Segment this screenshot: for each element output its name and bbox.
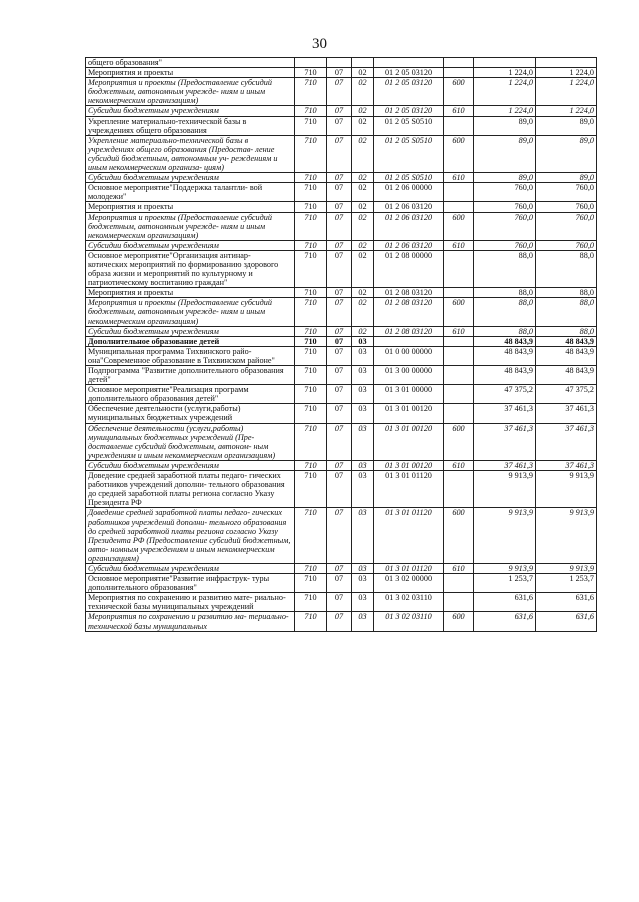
ved-code-cell: 710 xyxy=(295,240,327,250)
expense-type-cell xyxy=(444,116,474,135)
subsection-code-cell: 02 xyxy=(352,288,374,298)
target-article-cell: 01 3 00 00000 xyxy=(374,366,444,385)
section-code-cell: 07 xyxy=(327,404,352,423)
target-article-cell: 01 3 01 00120 xyxy=(374,423,444,460)
table-row xyxy=(86,250,597,287)
section-code-cell: 07 xyxy=(327,116,352,135)
amount-cell: 760,0 xyxy=(536,183,597,202)
target-article-cell: 01 2 06 03120 xyxy=(374,202,444,212)
amount-cell: 89,0 xyxy=(536,173,597,183)
expense-type-cell: 610 xyxy=(444,106,474,116)
table-row xyxy=(86,471,597,508)
amount-cell: 1 253,7 xyxy=(536,574,597,593)
amount-cell: 88,0 xyxy=(474,288,536,298)
amount-cell: 1 253,7 xyxy=(474,574,536,593)
table-row xyxy=(86,508,597,564)
ved-code-cell: 710 xyxy=(295,135,327,172)
amount-cell: 88,0 xyxy=(536,326,597,336)
subsection-code-cell: 03 xyxy=(352,336,374,346)
section-code-cell: 07 xyxy=(327,471,352,508)
amount-cell: 48 843,9 xyxy=(474,346,536,365)
expense-type-cell xyxy=(444,346,474,365)
subsection-code-cell: 03 xyxy=(352,612,374,631)
target-article-cell: 01 3 01 01120 xyxy=(374,508,444,564)
amount-cell: 9 913,9 xyxy=(536,471,597,508)
subsection-code-cell: 03 xyxy=(352,563,374,573)
subsection-code-cell: 02 xyxy=(352,68,374,78)
amount-cell: 48 843,9 xyxy=(536,346,597,365)
row-name-cell: Субсидии бюджетным учреждениям xyxy=(86,326,295,336)
target-article-cell xyxy=(374,58,444,68)
subsection-code-cell: 02 xyxy=(352,298,374,326)
table-row xyxy=(86,336,597,346)
table-row xyxy=(86,173,597,183)
table-row xyxy=(86,183,597,202)
table-row xyxy=(86,202,597,212)
section-code-cell: 07 xyxy=(327,173,352,183)
section-code-cell: 07 xyxy=(327,135,352,172)
expense-type-cell xyxy=(444,471,474,508)
row-name-cell: Основное мероприятие"Организация антинар- котических мероприятий по формированию здорового образа жизни и мероприятий по культурному и патриотическому воспитанию граждан" xyxy=(86,250,295,287)
row-name-cell: Мероприятия по сохранению и развитию мате- риально-технической базы муниципальных учреждений xyxy=(86,593,295,612)
ved-code-cell: 710 xyxy=(295,78,327,106)
ved-code-cell: 710 xyxy=(295,460,327,470)
ved-code-cell: 710 xyxy=(295,183,327,202)
amount-cell: 88,0 xyxy=(536,298,597,326)
row-name-cell: Доведение средней заработной платы педаго- гических работников учреждений дополни- тельного образования до средней заработной платы региона согласно Указу Президента РФ xyxy=(86,471,295,508)
amount-cell: 760,0 xyxy=(474,183,536,202)
ved-code-cell: 710 xyxy=(295,212,327,240)
amount-cell: 89,0 xyxy=(474,135,536,172)
amount-cell: 631,6 xyxy=(536,593,597,612)
amount-cell: 37 461,3 xyxy=(536,423,597,460)
target-article-cell: 01 3 02 00000 xyxy=(374,574,444,593)
expense-type-cell: 600 xyxy=(444,135,474,172)
amount-cell: 1 224,0 xyxy=(474,68,536,78)
ved-code-cell: 710 xyxy=(295,508,327,564)
amount-cell: 9 913,9 xyxy=(536,563,597,573)
subsection-code-cell: 03 xyxy=(352,471,374,508)
target-article-cell: 01 3 01 00120 xyxy=(374,460,444,470)
ved-code-cell: 710 xyxy=(295,298,327,326)
amount-cell xyxy=(474,58,536,68)
amount-cell: 9 913,9 xyxy=(474,563,536,573)
expense-type-cell: 610 xyxy=(444,326,474,336)
target-article-cell: 01 2 05 03120 xyxy=(374,106,444,116)
row-name-cell: Обеспечение деятельности (услуги,работы) муниципальных бюджетных учреждений (Пре- доставление субсидий бюджетным, автоном- ным учреждениям и иным некоммерческим организациям) xyxy=(86,423,295,460)
amount-cell: 9 913,9 xyxy=(474,471,536,508)
expense-type-cell: 600 xyxy=(444,612,474,631)
table-row xyxy=(86,58,597,68)
row-name-cell: Субсидии бюджетным учреждениям xyxy=(86,563,295,573)
section-code-cell: 07 xyxy=(327,574,352,593)
amount-cell: 88,0 xyxy=(474,250,536,287)
section-code-cell: 07 xyxy=(327,336,352,346)
amount-cell: 37 461,3 xyxy=(536,404,597,423)
section-code-cell: 07 xyxy=(327,298,352,326)
amount-cell: 88,0 xyxy=(474,326,536,336)
table-row xyxy=(86,404,597,423)
subsection-code-cell: 03 xyxy=(352,423,374,460)
table-row xyxy=(86,78,597,106)
amount-cell: 1 224,0 xyxy=(474,78,536,106)
row-name-cell: Мероприятия и проекты xyxy=(86,288,295,298)
subsection-code-cell: 02 xyxy=(352,78,374,106)
table-row xyxy=(86,212,597,240)
subsection-code-cell: 03 xyxy=(352,574,374,593)
row-name-cell: Основное мероприятие"Развитие инфраструк- туры дополнительного образования" xyxy=(86,574,295,593)
row-name-cell: Муниципальная программа Тихвинского райо- она"Современное образование в Тихвинском районе" xyxy=(86,346,295,365)
target-article-cell: 01 2 08 03120 xyxy=(374,288,444,298)
budget-table xyxy=(85,57,597,632)
table-row xyxy=(86,385,597,404)
row-name-cell: Обеспечение деятельности (услуги,работы) муниципальных бюджетных учреждений xyxy=(86,404,295,423)
expense-type-cell xyxy=(444,385,474,404)
table-row xyxy=(86,240,597,250)
amount-cell xyxy=(536,58,597,68)
table-row xyxy=(86,326,597,336)
target-article-cell: 01 2 06 03120 xyxy=(374,212,444,240)
section-code-cell: 07 xyxy=(327,563,352,573)
ved-code-cell: 710 xyxy=(295,593,327,612)
amount-cell: 760,0 xyxy=(536,240,597,250)
row-name-cell: Субсидии бюджетным учреждениям xyxy=(86,173,295,183)
row-name-cell: Субсидии бюджетным учреждениям xyxy=(86,460,295,470)
amount-cell: 88,0 xyxy=(536,288,597,298)
target-article-cell: 01 2 06 03120 xyxy=(374,240,444,250)
amount-cell: 9 913,9 xyxy=(536,508,597,564)
row-name-cell: Мероприятия и проекты xyxy=(86,68,295,78)
row-name-cell: Субсидии бюджетным учреждениям xyxy=(86,240,295,250)
subsection-code-cell: 02 xyxy=(352,250,374,287)
ved-code-cell: 710 xyxy=(295,336,327,346)
expense-type-cell: 610 xyxy=(444,563,474,573)
row-name-cell: Подпрограмма "Развитие дополнительного образования детей" xyxy=(86,366,295,385)
ved-code-cell: 710 xyxy=(295,68,327,78)
expense-type-cell: 600 xyxy=(444,508,474,564)
target-article-cell: 01 3 01 01120 xyxy=(374,471,444,508)
ved-code-cell: 710 xyxy=(295,563,327,573)
expense-type-cell xyxy=(444,68,474,78)
amount-cell: 47 375,2 xyxy=(536,385,597,404)
ved-code-cell: 710 xyxy=(295,574,327,593)
section-code-cell: 07 xyxy=(327,460,352,470)
page-number: 30 xyxy=(312,36,327,52)
section-code-cell: 07 xyxy=(327,202,352,212)
row-name-cell: Основное мероприятие"Реализация программ дополнительного образования детей" xyxy=(86,385,295,404)
ved-code-cell: 710 xyxy=(295,346,327,365)
expense-type-cell: 610 xyxy=(444,460,474,470)
section-code-cell: 07 xyxy=(327,508,352,564)
amount-cell: 9 913,9 xyxy=(474,508,536,564)
target-article-cell: 01 2 08 03120 xyxy=(374,298,444,326)
target-article-cell: 01 0 00 00000 xyxy=(374,346,444,365)
amount-cell: 37 461,3 xyxy=(536,460,597,470)
row-name-cell: общего образования" xyxy=(86,58,295,68)
subsection-code-cell: 02 xyxy=(352,173,374,183)
subsection-code-cell: 03 xyxy=(352,460,374,470)
amount-cell: 631,6 xyxy=(474,612,536,631)
amount-cell: 760,0 xyxy=(536,202,597,212)
expense-type-cell xyxy=(444,250,474,287)
subsection-code-cell: 03 xyxy=(352,346,374,365)
row-name-cell: Дополнительное образование детей xyxy=(86,336,295,346)
table-row xyxy=(86,346,597,365)
expense-type-cell xyxy=(444,336,474,346)
row-name-cell: Основное мероприятие"Поддержка талантли- вой молодежи" xyxy=(86,183,295,202)
ved-code-cell: 710 xyxy=(295,404,327,423)
table-row xyxy=(86,288,597,298)
expense-type-cell: 600 xyxy=(444,423,474,460)
ved-code-cell: 710 xyxy=(295,326,327,336)
ved-code-cell: 710 xyxy=(295,288,327,298)
expense-type-cell xyxy=(444,288,474,298)
ved-code-cell: 710 xyxy=(295,106,327,116)
expense-type-cell xyxy=(444,366,474,385)
section-code-cell: 07 xyxy=(327,346,352,365)
section-code-cell: 07 xyxy=(327,612,352,631)
subsection-code-cell: 02 xyxy=(352,106,374,116)
ved-code-cell: 710 xyxy=(295,612,327,631)
target-article-cell: 01 3 01 00120 xyxy=(374,404,444,423)
table-row xyxy=(86,68,597,78)
section-code-cell: 07 xyxy=(327,326,352,336)
amount-cell: 37 461,3 xyxy=(474,404,536,423)
subsection-code-cell: 03 xyxy=(352,593,374,612)
section-code-cell: 07 xyxy=(327,250,352,287)
row-name-cell: Мероприятия и проекты (Предоставление субсидий бюджетным, автономным учрежде- ниям и иным некоммерческим организациям) xyxy=(86,78,295,106)
amount-cell: 760,0 xyxy=(474,240,536,250)
subsection-code-cell: 03 xyxy=(352,508,374,564)
ved-code-cell: 710 xyxy=(295,202,327,212)
expense-type-cell xyxy=(444,58,474,68)
target-article-cell: 01 2 05 03120 xyxy=(374,68,444,78)
expense-type-cell xyxy=(444,183,474,202)
target-article-cell: 01 2 06 00000 xyxy=(374,183,444,202)
table-row xyxy=(86,460,597,470)
ved-code-cell: 710 xyxy=(295,116,327,135)
subsection-code-cell: 02 xyxy=(352,240,374,250)
table-row xyxy=(86,135,597,172)
amount-cell: 88,0 xyxy=(474,298,536,326)
ved-code-cell xyxy=(295,58,327,68)
subsection-code-cell: 02 xyxy=(352,116,374,135)
subsection-code-cell: 03 xyxy=(352,385,374,404)
subsection-code-cell xyxy=(352,58,374,68)
row-name-cell: Мероприятия по сохранению и развитию ма- териально-технической базы муниципальных xyxy=(86,612,295,631)
target-article-cell: 01 2 05 03120 xyxy=(374,78,444,106)
subsection-code-cell: 03 xyxy=(352,404,374,423)
section-code-cell xyxy=(327,58,352,68)
table-row xyxy=(86,366,597,385)
section-code-cell: 07 xyxy=(327,288,352,298)
table-row xyxy=(86,563,597,573)
section-code-cell: 07 xyxy=(327,240,352,250)
row-name-cell: Мероприятия и проекты (Предоставление субсидий бюджетным, автономным учрежде- ниям и иным некоммерческим организациям) xyxy=(86,298,295,326)
expense-type-cell: 610 xyxy=(444,240,474,250)
amount-cell: 89,0 xyxy=(474,116,536,135)
amount-cell: 1 224,0 xyxy=(536,78,597,106)
subsection-code-cell: 03 xyxy=(352,366,374,385)
subsection-code-cell: 02 xyxy=(352,135,374,172)
amount-cell: 89,0 xyxy=(474,173,536,183)
target-article-cell: 01 2 05 S0510 xyxy=(374,173,444,183)
target-article-cell: 01 3 01 00000 xyxy=(374,385,444,404)
subsection-code-cell: 02 xyxy=(352,183,374,202)
table-row xyxy=(86,574,597,593)
ved-code-cell: 710 xyxy=(295,173,327,183)
amount-cell: 88,0 xyxy=(536,250,597,287)
section-code-cell: 07 xyxy=(327,423,352,460)
amount-cell: 37 461,3 xyxy=(474,460,536,470)
row-name-cell: Мероприятия и проекты (Предоставление субсидий бюджетным, автономным учрежде- ниям и иным некоммерческим организациям) xyxy=(86,212,295,240)
row-name-cell: Укрепление материально-технической базы в учреждениях общего образования xyxy=(86,116,295,135)
expense-type-cell: 600 xyxy=(444,78,474,106)
amount-cell: 1 224,0 xyxy=(536,68,597,78)
amount-cell: 89,0 xyxy=(536,116,597,135)
expense-type-cell: 600 xyxy=(444,212,474,240)
ved-code-cell: 710 xyxy=(295,250,327,287)
ved-code-cell: 710 xyxy=(295,385,327,404)
expense-type-cell: 600 xyxy=(444,298,474,326)
section-code-cell: 07 xyxy=(327,593,352,612)
row-name-cell: Мероприятия и проекты xyxy=(86,202,295,212)
table-row xyxy=(86,612,597,631)
ved-code-cell: 710 xyxy=(295,366,327,385)
target-article-cell: 01 3 02 03110 xyxy=(374,612,444,631)
target-article-cell: 01 3 01 01120 xyxy=(374,563,444,573)
expense-type-cell xyxy=(444,404,474,423)
row-name-cell: Субсидии бюджетным учреждениям xyxy=(86,106,295,116)
subsection-code-cell: 02 xyxy=(352,212,374,240)
amount-cell: 37 461,3 xyxy=(474,423,536,460)
target-article-cell: 01 2 08 03120 xyxy=(374,326,444,336)
amount-cell: 48 843,9 xyxy=(474,366,536,385)
amount-cell: 48 843,9 xyxy=(536,336,597,346)
section-code-cell: 07 xyxy=(327,366,352,385)
amount-cell: 1 224,0 xyxy=(474,106,536,116)
ved-code-cell: 710 xyxy=(295,423,327,460)
row-name-cell: Доведение средней заработной платы педаго- гических работников учреждений дополни- тельного образования до средней заработной платы региона согласно Указу Президента РФ (Предоставление субсидий бюджетным, авто- номным учреждениям и иным некоммерческим организациям) xyxy=(86,508,295,564)
row-name-cell: Укрепление материально-технической базы в учреждениях общего образования (Предостав- ление субсидий бюджетным, автономным уч- реждениям и иным некоммерческим организа- циям) xyxy=(86,135,295,172)
subsection-code-cell: 02 xyxy=(352,326,374,336)
amount-cell: 760,0 xyxy=(474,212,536,240)
amount-cell: 47 375,2 xyxy=(474,385,536,404)
table-row xyxy=(86,116,597,135)
amount-cell: 48 843,9 xyxy=(474,336,536,346)
table-row xyxy=(86,593,597,612)
amount-cell: 760,0 xyxy=(536,212,597,240)
target-article-cell xyxy=(374,336,444,346)
section-code-cell: 07 xyxy=(327,212,352,240)
table-row xyxy=(86,423,597,460)
table-row xyxy=(86,298,597,326)
section-code-cell: 07 xyxy=(327,385,352,404)
expense-type-cell: 610 xyxy=(444,173,474,183)
expense-type-cell xyxy=(444,593,474,612)
ved-code-cell: 710 xyxy=(295,471,327,508)
target-article-cell: 01 3 02 03110 xyxy=(374,593,444,612)
amount-cell: 631,6 xyxy=(536,612,597,631)
subsection-code-cell: 02 xyxy=(352,202,374,212)
target-article-cell: 01 2 05 S0510 xyxy=(374,116,444,135)
amount-cell: 48 843,9 xyxy=(536,366,597,385)
target-article-cell: 01 2 05 S0510 xyxy=(374,135,444,172)
section-code-cell: 07 xyxy=(327,68,352,78)
amount-cell: 1 224,0 xyxy=(536,106,597,116)
expense-type-cell xyxy=(444,202,474,212)
amount-cell: 89,0 xyxy=(536,135,597,172)
section-code-cell: 07 xyxy=(327,106,352,116)
amount-cell: 631,6 xyxy=(474,593,536,612)
section-code-cell: 07 xyxy=(327,183,352,202)
expense-type-cell xyxy=(444,574,474,593)
amount-cell: 760,0 xyxy=(474,202,536,212)
table-row xyxy=(86,106,597,116)
section-code-cell: 07 xyxy=(327,78,352,106)
target-article-cell: 01 2 08 00000 xyxy=(374,250,444,287)
